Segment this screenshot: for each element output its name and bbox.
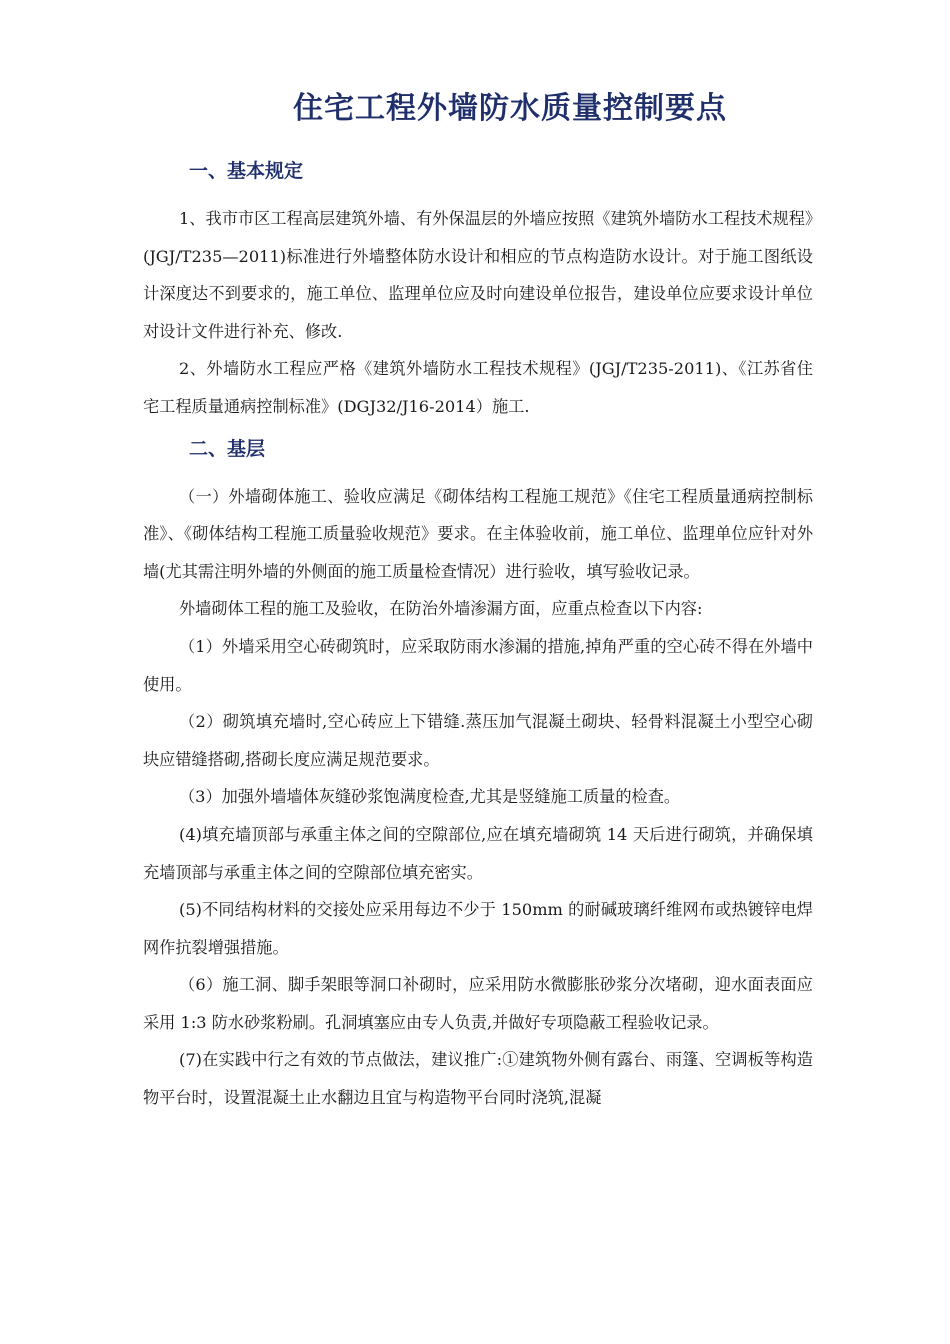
- list-item: （6）施工洞、脚手架眼等洞口补砌时，应采用防水微膨胀砂浆分次堵砌，迎水面表面应采用 1:3 防水砂浆粉刷。孔洞填塞应由专人负责,并做好专项隐蔽工程验收记录。: [143, 975, 813, 1032]
- list-item: （3）加强外墙墙体灰缝砂浆饱满度检查,尤其是竖缝施工质量的检查。: [179, 787, 681, 807]
- paragraph: 2、外墙防水工程应严格《建筑外墙防水工程技术规程》(JGJ/T235-2011)、《江苏省住宅工程质量通病控制标准》(DGJ32/J16-2014）施工.: [143, 359, 813, 416]
- list-item: (7)在实践中行之有效的节点做法，建议推广:①建筑物外侧有露台、雨篷、空调板等构造物平台时，设置混凝土止水翻边且宜与构造物平台同时浇筑,混凝: [143, 1050, 813, 1108]
- section-heading-basic-rules: 一、基本规定: [189, 160, 304, 182]
- list-item: (4)填充墙顶部与承重主体之间的空隙部位,应在填充墙砌筑 14 天后进行砌筑，并确保填充墙顶部与承重主体之间的空隙部位填充密实。: [143, 824, 813, 882]
- paragraph: 1、我市市区工程高层建筑外墙、有外保温层的外墙应按照《建筑外墙防水工程技术规程》(JGJ/T235—2011)标准进行外墙整体防水设计和相应的节点构造防水设计。对于施工图纸设计深度达不到要求的，施工单位、监理单位应及时向建设单位报告，建设单位应要求设计单位对设计文件进行补充、修改.: [143, 209, 813, 341]
- document-body: [143, 152, 813, 1117]
- list-item: （1）外墙采用空心砖砌筑时，应采取防雨水渗漏的措施,掉角严重的空心砖不得在外墙中使用。: [143, 636, 813, 694]
- list-item: (5)不同结构材料的交接处应采用每边不少于 150mm 的耐碱玻璃纤维网布或热镀锌电焊网作抗裂增强措施。: [143, 900, 813, 957]
- list-item: （2）砌筑填充墙时,空心砖应上下错缝.蒸压加气混凝土砌块、轻骨料混凝土小型空心砌块应错缝搭砌,搭砌长度应满足规范要求。: [143, 712, 813, 769]
- paragraph: （一）外墙砌体施工、验收应满足《砌体结构工程施工规范》《住宅工程质量通病控制标准》、《砌体结构工程施工质量验收规范》要求。在主体验收前，施工单位、监理单位应针对外墙(尤其需注明外墙的外侧面的施工质量检查情况）进行验收，填写验收记录。: [143, 486, 813, 581]
- paragraph: 外墙砌体工程的施工及验收，在防治外墙渗漏方面，应重点检查以下内容:: [179, 599, 703, 619]
- document-title: 住宅工程外墙防水质量控制要点: [293, 91, 727, 126]
- section-heading-base-layer: 二、基层: [189, 437, 266, 460]
